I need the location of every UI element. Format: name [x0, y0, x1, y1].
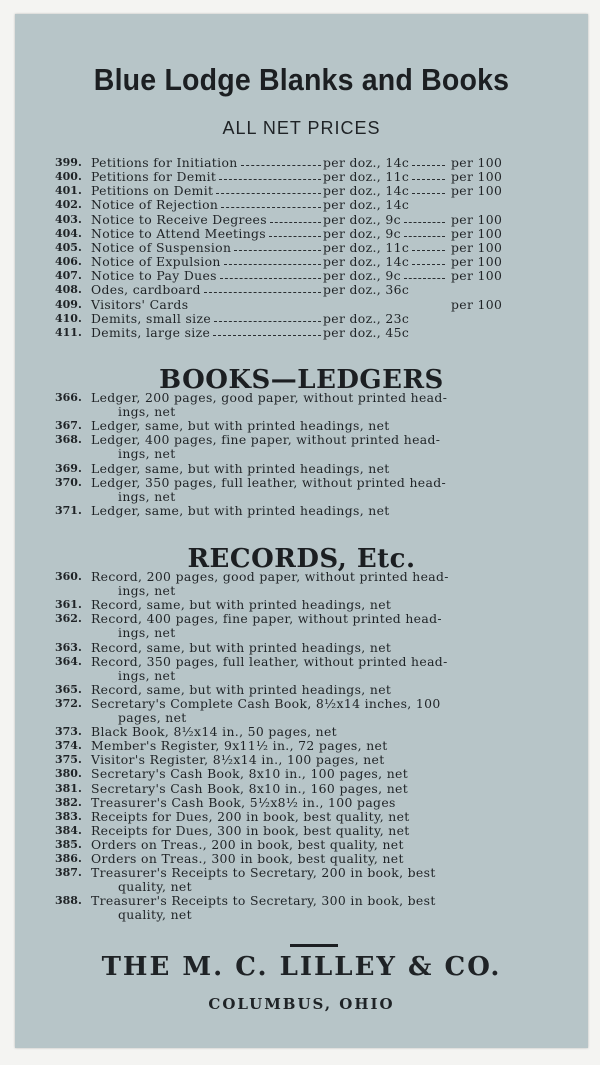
item-description: Record, 200 pages, good paper, without printed head- [91, 569, 449, 584]
item-number: 410. [55, 311, 82, 325]
item-description: Member's Register, 9x11½ in., 72 pages, net [91, 738, 388, 754]
per-dozen-price: per doz., 9c [323, 268, 401, 284]
item-description: Notice of Expulsion [91, 254, 221, 270]
item-number: 361. [55, 598, 82, 612]
per-dozen-price: per doz., 23c [323, 310, 410, 326]
item-number: 371. [55, 503, 82, 517]
per-dozen-price: per doz., 9c [323, 225, 401, 241]
item-number: 360. [55, 570, 82, 583]
item-number: 385. [55, 837, 82, 851]
item-description: Record, 350 pages, full leather, without printed head- [91, 653, 448, 669]
item-description: Ledger, 200 pages, good paper, without printed head- [91, 390, 448, 405]
item-description: Receipts for Dues, 300 in book, best quality, net [91, 822, 410, 838]
leader-dots [204, 292, 321, 293]
page-title: Blue Lodge Blanks and Books [93, 62, 510, 97]
item-number: 402. [55, 198, 82, 212]
item-number: 403. [55, 212, 82, 226]
per-dozen-price: per doz., 14c [323, 254, 410, 270]
per-dozen-price: per doz., 11c [323, 239, 410, 255]
item-number: 399. [55, 156, 82, 169]
item-number: 365. [55, 682, 82, 696]
item-description: Notice to Receive Degrees [91, 211, 267, 227]
item-number: 370. [55, 475, 82, 489]
item-description: Petitions on Demit [91, 183, 214, 199]
item-description: Record, same, but with printed headings, net [91, 597, 392, 613]
per-hundred-label: per 100 [451, 169, 503, 185]
item-description: Treasurer's Receipts to Secretary, 300 in book, best [91, 893, 436, 909]
leader-dots [214, 321, 321, 322]
leader-dots [412, 250, 445, 251]
item-description: Ledger, same, but with printed headings, net [91, 460, 390, 476]
item-description-continued: ings, net [118, 446, 176, 462]
item-number: 381. [55, 781, 82, 795]
leader-dots [224, 264, 321, 265]
per-dozen-price: per doz., 45c [323, 324, 410, 340]
item-description: Secretary's Cash Book, 8x10 in., 100 pages, net [91, 766, 409, 782]
item-description: Odes, cardboard [91, 282, 201, 298]
item-description: Ledger, 350 pages, full leather, without printed head- [91, 474, 447, 490]
item-description: Secretary's Cash Book, 8x10 in., 160 pages, net [91, 780, 409, 796]
item-description: Petitions for Initiation [91, 155, 238, 170]
item-description: Notice of Suspension [91, 239, 232, 255]
item-number: 380. [55, 767, 82, 781]
item-number: 374. [55, 739, 82, 753]
item-number: 362. [55, 612, 82, 626]
item-description-continued: ings, net [118, 583, 176, 599]
per-hundred-label: per 100 [451, 254, 503, 270]
item-number: 375. [55, 753, 82, 767]
item-description: Ledger, same, but with printed headings, net [91, 418, 390, 434]
item-description: Record, same, but with printed headings, net [91, 639, 392, 655]
leader-dots [213, 335, 321, 336]
item-description-continued: ings, net [118, 404, 176, 420]
item-description-continued: quality, net [118, 907, 192, 923]
per-hundred-label: per 100 [451, 268, 503, 284]
per-hundred-label: per 100 [451, 225, 503, 241]
item-description: Black Book, 8½x14 in., 50 pages, net [91, 724, 338, 740]
ledgers-heading: BOOKS—LEDGERS [159, 365, 444, 395]
price-list-sheet [15, 14, 588, 1048]
item-description: Notice to Pay Dues [91, 268, 217, 284]
per-dozen-price: per doz., 14c [323, 197, 410, 213]
item-number: 383. [55, 809, 82, 823]
item-description: Orders on Treas., 200 in book, best quality, net [91, 836, 404, 852]
item-description: Demits, large size [91, 324, 211, 340]
item-number: 386. [55, 852, 82, 865]
per-hundred-label: per 100 [451, 239, 503, 255]
item-number: 409. [55, 297, 82, 311]
per-dozen-price: per doz., 14c [323, 183, 410, 199]
per-hundred-label: per 100 [451, 155, 503, 170]
item-description: Receipts for Dues, 200 in book, best quality, net [91, 808, 410, 824]
item-description: Petitions for Demit [91, 169, 217, 185]
item-description: Visitors' Cards [91, 296, 189, 312]
item-description-continued: ings, net [118, 667, 176, 683]
item-number: 405. [55, 240, 82, 254]
item-description: Treasurer's Cash Book, 5½x8½ in., 100 pages [91, 794, 396, 810]
leader-dots [219, 179, 321, 180]
item-number: 384. [55, 823, 82, 837]
company-name: THE M. C. LILLEY & CO. [101, 952, 502, 982]
divider-rule [290, 944, 338, 947]
per-dozen-price: per doz., 36c [323, 282, 410, 298]
per-hundred-label: per 100 [451, 296, 503, 312]
leader-dots [412, 264, 445, 265]
item-number: 401. [55, 184, 82, 198]
item-description-continued: ings, net [118, 488, 176, 504]
per-hundred-label: per 100 [451, 183, 503, 199]
item-description: Notice of Rejection [91, 197, 219, 213]
records-heading: RECORDS, Etc. [187, 544, 416, 574]
leader-dots [241, 165, 321, 166]
item-number: 404. [55, 226, 82, 240]
item-number: 407. [55, 269, 82, 283]
item-description-continued: pages, net [118, 710, 187, 725]
item-number: 406. [55, 255, 82, 269]
item-number: 363. [55, 640, 82, 654]
item-number: 408. [55, 283, 82, 297]
per-dozen-price: per doz., 11c [323, 169, 410, 185]
item-description-continued: quality, net [118, 879, 192, 895]
item-number: 382. [55, 795, 82, 809]
item-description: Record, 400 pages, fine paper, without printed head- [91, 611, 442, 627]
leader-dots [220, 278, 321, 279]
item-description: Record, same, but with printed headings, net [91, 681, 392, 697]
item-number: 373. [55, 725, 82, 739]
page-subtitle: ALL NET PRICES [222, 118, 381, 138]
item-description: Orders on Treas., 300 in book, best quality, net [91, 851, 404, 866]
item-number: 367. [55, 419, 82, 433]
item-number: 369. [55, 461, 82, 475]
item-number: 388. [55, 894, 82, 908]
item-description: Ledger, 400 pages, fine paper, without printed head- [91, 432, 441, 448]
item-description: Secretary's Complete Cash Book, 8½x14 inches, 100 [91, 695, 441, 711]
leader-dots [270, 222, 321, 223]
leader-dots [216, 193, 321, 194]
leader-dots [412, 179, 445, 180]
item-number: 366. [55, 391, 82, 404]
per-hundred-label: per 100 [451, 211, 503, 227]
item-number: 372. [55, 696, 82, 710]
item-description: Ledger, same, but with printed headings, net [91, 502, 390, 518]
item-number: 400. [55, 170, 82, 184]
item-number: 411. [55, 325, 82, 339]
item-number: 387. [55, 866, 82, 880]
item-number: 368. [55, 433, 82, 447]
leader-dots [234, 250, 321, 251]
item-description-continued: ings, net [118, 625, 176, 641]
item-description: Visitor's Register, 8½x14 in., 100 pages, net [91, 752, 385, 768]
item-description: Notice to Attend Meetings [91, 225, 267, 241]
leader-dots [412, 165, 445, 166]
leader-dots [404, 236, 445, 237]
leader-dots [221, 207, 321, 208]
leader-dots [404, 278, 445, 279]
per-dozen-price: per doz., 14c [323, 155, 410, 170]
leader-dots [412, 193, 445, 194]
per-dozen-price: per doz., 9c [323, 211, 401, 227]
item-number: 364. [55, 654, 82, 668]
item-description: Treasurer's Receipts to Secretary, 200 in book, best [91, 865, 436, 881]
leader-dots [269, 236, 321, 237]
item-description: Demits, small size [91, 310, 212, 326]
company-city: COLUMBUS, OHIO [208, 995, 395, 1013]
leader-dots [404, 222, 445, 223]
